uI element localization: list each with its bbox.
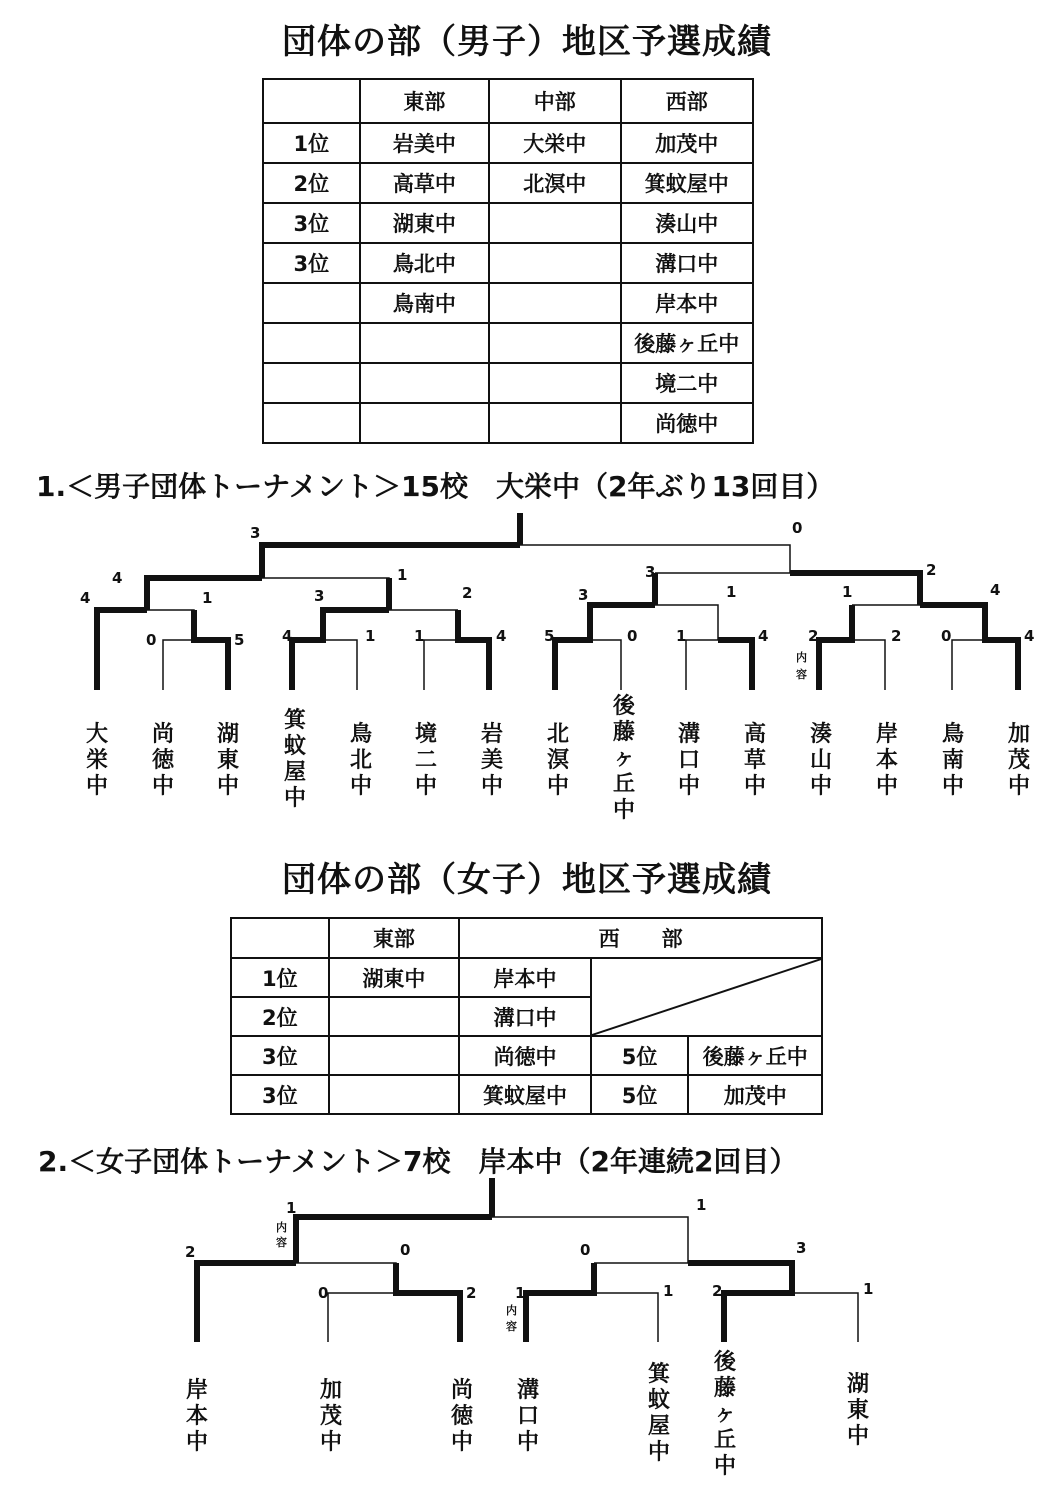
score-label: 1: [676, 627, 687, 645]
table-cell: 岸本中: [459, 958, 591, 997]
girls-school-label: 岸本中: [185, 1378, 208, 1455]
score-label: 2: [808, 627, 819, 645]
score-label: 2: [466, 1284, 477, 1302]
header-cell: 中部: [489, 79, 620, 123]
table-row: [231, 1075, 822, 1114]
table-cell: 3位: [231, 1075, 329, 1114]
boys-school-label: 尚徳中: [151, 722, 174, 799]
score-label: 1: [842, 583, 853, 601]
table-cell: 加茂中: [688, 1075, 822, 1114]
boys-score-labels: [80, 519, 1034, 649]
table-cell: 1位: [231, 958, 329, 997]
table-cell: 湖東中: [329, 958, 460, 997]
score-label: 3: [250, 524, 261, 542]
note-char: 容: [796, 668, 807, 681]
table-cell: 湊山中: [621, 203, 753, 243]
score-label: 3: [645, 563, 656, 581]
score-label: 1: [397, 566, 408, 584]
score-label: 3: [578, 586, 589, 604]
score-label: 0: [941, 627, 952, 645]
table-cell: 5位: [591, 1036, 689, 1075]
table-cell: 大栄中: [489, 123, 620, 163]
score-label: 0: [627, 627, 638, 645]
table-cell: 岩美中: [360, 123, 489, 163]
score-label: 2: [185, 1243, 196, 1261]
header-cell: 西部: [621, 79, 753, 123]
girls-school-label: 溝口中: [516, 1378, 539, 1455]
score-label: 0: [400, 1241, 411, 1259]
girls-school-label: 箕蚊屋中: [647, 1362, 670, 1465]
score-label: 0: [792, 519, 803, 537]
boys-school-label: 溝口中: [677, 722, 700, 799]
girls-school-label: 後藤ヶ丘中: [713, 1350, 736, 1479]
girls-tournament-title: 2.＜女子団体トーナメント＞7校 岸本中（2年連続2回目）: [38, 1145, 798, 1178]
boys-school-label: 高草中: [743, 722, 766, 799]
score-label: 1: [726, 583, 737, 601]
score-label: 3: [314, 587, 325, 605]
table-cell: [329, 1075, 460, 1114]
table-cell: 1位: [263, 123, 360, 163]
table-cell: 高草中: [360, 163, 489, 203]
boys-school-label: 湖東中: [216, 722, 239, 799]
table-cell: 加茂中: [621, 123, 753, 163]
table-cell: 北溟中: [489, 163, 620, 203]
score-label: 2: [926, 561, 937, 579]
table-cell: 溝口中: [621, 243, 753, 283]
table-cell: 鳥北中: [360, 243, 489, 283]
score-label: 1: [863, 1280, 874, 1298]
table-cell: 5位: [591, 1075, 689, 1114]
table-cell: 箕蚊屋中: [621, 163, 753, 203]
header-cell: [231, 918, 329, 958]
score-label: 4: [496, 627, 507, 645]
table-row: [231, 958, 822, 997]
table-cell: 後藤ヶ丘中: [688, 1036, 822, 1075]
table-cell: 3位: [263, 243, 360, 283]
girls-bracket: [0, 1170, 1054, 1350]
table-cell: 尚徳中: [621, 403, 753, 443]
table-cell: [329, 997, 460, 1036]
score-label: 4: [1024, 627, 1035, 645]
score-label: 4: [282, 627, 293, 645]
diagonal-line: [592, 959, 821, 1035]
boys-note-label: [796, 650, 807, 681]
boys-school-label: 湊山中: [809, 722, 832, 799]
table-cell: 2位: [263, 163, 360, 203]
score-label: 1: [696, 1196, 707, 1214]
table-cell: 後藤ヶ丘中: [621, 323, 753, 363]
score-label: 2: [891, 627, 902, 645]
table-cell: 3位: [263, 203, 360, 243]
bracket-winner-lines: [97, 513, 1018, 690]
score-label: 2: [462, 584, 473, 602]
note-char: 容: [506, 1320, 517, 1333]
table-cell: 鳥南中: [360, 283, 489, 323]
score-label: 0: [580, 1241, 591, 1259]
score-label: 4: [112, 569, 123, 587]
boys-summary-title: 団体の部（男子）地区予選成績: [282, 22, 772, 62]
boys-school-label: 加茂中: [1007, 722, 1030, 799]
table-cell: 3位: [231, 1036, 329, 1075]
table-cell: 溝口中: [459, 997, 591, 1036]
boys-school-label: 岩美中: [480, 722, 503, 799]
score-label: 4: [990, 581, 1001, 599]
score-label: 1: [286, 1199, 297, 1217]
table-cell: 岸本中: [621, 283, 753, 323]
table-cell: [329, 1036, 460, 1075]
score-label: 1: [365, 627, 376, 645]
boys-school-label: 岸本中: [875, 722, 898, 799]
score-label: 5: [544, 627, 555, 645]
score-label: 4: [80, 589, 91, 607]
score-label: 0: [146, 631, 157, 649]
score-label: 3: [796, 1239, 807, 1257]
boys-tournament-title: 1.＜男子団体トーナメント＞15校 大栄中（2年ぶり13回目）: [36, 470, 835, 503]
score-label: 5: [234, 631, 245, 649]
header-cell: 西 部: [459, 918, 822, 958]
boys-school-label: 鳥北中: [349, 722, 372, 799]
score-label: 0: [318, 1284, 329, 1302]
diagonal-cell: [591, 958, 822, 1036]
score-label: 1: [202, 589, 213, 607]
note-char: 内: [506, 1304, 517, 1317]
boys-school-label: 大栄中: [85, 722, 108, 799]
bracket-thin-lines: [147, 545, 985, 690]
table-cell: 境二中: [621, 363, 753, 403]
score-label: 2: [712, 1282, 723, 1300]
boys-school-label: 鳥南中: [941, 722, 964, 799]
boys-school-label: 北溟中: [546, 722, 569, 799]
table-cell: 2位: [231, 997, 329, 1036]
score-label: 1: [414, 627, 425, 645]
note-char: 内: [276, 1221, 287, 1234]
girls-score-labels: [185, 1196, 873, 1302]
table-cell: 箕蚊屋中: [459, 1075, 591, 1114]
boys-school-label: 箕蚊屋中: [283, 708, 306, 811]
score-label: 1: [663, 1282, 674, 1300]
score-label: 4: [758, 627, 769, 645]
table-cell: 湖東中: [360, 203, 489, 243]
girls-summary-table: [230, 917, 823, 1115]
girls-summary-title: 団体の部（女子）地区予選成績: [282, 860, 772, 900]
table-row: [231, 1036, 822, 1075]
bracket-thin-lines: [296, 1217, 858, 1342]
boys-bracket: [0, 0, 1054, 700]
note-char: 内: [796, 651, 807, 664]
header-cell: 東部: [329, 918, 460, 958]
table-header-row: [231, 918, 822, 958]
header-cell: 東部: [360, 79, 489, 123]
note-char: 容: [276, 1236, 287, 1249]
girls-school-label: 加茂中: [319, 1378, 342, 1455]
girls-school-label: 湖東中: [846, 1372, 869, 1449]
table-cell: 尚徳中: [459, 1036, 591, 1075]
boys-school-label: 後藤ヶ丘中: [612, 694, 635, 823]
boys-school-label: 境二中: [414, 722, 437, 799]
girls-school-label: 尚徳中: [450, 1378, 473, 1455]
score-label: 1: [515, 1284, 526, 1302]
